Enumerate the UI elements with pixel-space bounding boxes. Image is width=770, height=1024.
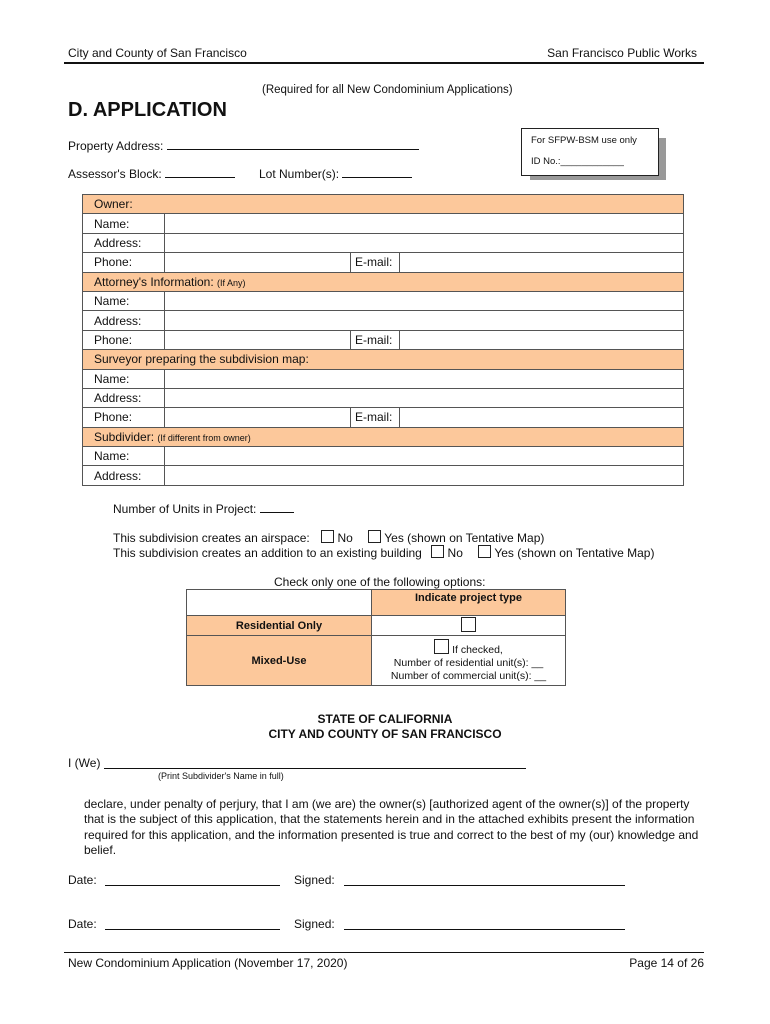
date-line-2[interactable] xyxy=(105,929,280,930)
addition-yes-checkbox[interactable] xyxy=(478,545,491,558)
project-type-header: Indicate project type xyxy=(372,590,566,616)
options-title: Check only one of the following options: xyxy=(274,575,486,589)
airspace-yes-label: Yes (shown on Tentative Map) xyxy=(384,531,545,545)
header-left: City and County of San Francisco xyxy=(68,46,247,60)
airspace-no-checkbox[interactable] xyxy=(321,530,334,543)
header-rule xyxy=(64,62,704,64)
date-line-1[interactable] xyxy=(105,885,280,886)
signature-line-1[interactable] xyxy=(344,885,625,886)
contact-info-table xyxy=(82,194,684,486)
footer-left: New Condominium Application (November 17, 2020) xyxy=(68,956,348,970)
print-name-caption: (Print Subdivider's Name in full) xyxy=(158,771,284,781)
blank-cell xyxy=(187,590,372,616)
attorney-section-header: Attorney's Information: (If Any) xyxy=(83,272,684,291)
surveyor-phone-input[interactable] xyxy=(165,408,351,427)
units-label: Number of Units in Project: xyxy=(113,502,257,516)
footer-rule xyxy=(64,952,704,953)
mixed-use-checkbox[interactable] xyxy=(434,639,449,654)
surveyor-address-label: Address: xyxy=(83,388,165,407)
owner-name-label: Name: xyxy=(83,214,165,233)
attorney-name-label: Name: xyxy=(83,291,165,310)
commercial-units-field[interactable]: Number of commercial unit(s): __ xyxy=(390,669,547,682)
subdivider-name-label: Name: xyxy=(83,447,165,466)
subdivider-address-label: Address: xyxy=(83,466,165,485)
attorney-address-label: Address: xyxy=(83,311,165,330)
signed-label-1: Signed: xyxy=(294,873,335,887)
subtitle: (Required for all New Condominium Applications) xyxy=(262,84,513,96)
surveyor-name-input[interactable] xyxy=(165,369,684,388)
airspace-no-label: No xyxy=(337,531,353,545)
page-number: Page 14 of 26 xyxy=(629,956,704,970)
mixed-use-label: Mixed-Use xyxy=(187,636,372,686)
surveyor-phone-label: Phone: xyxy=(83,408,165,427)
addition-no-checkbox[interactable] xyxy=(431,545,444,558)
owner-email-input[interactable] xyxy=(400,253,684,272)
addition-yes-label: Yes (shown on Tentative Map) xyxy=(494,546,655,560)
airspace-yes-checkbox[interactable] xyxy=(368,530,381,543)
header-right: San Francisco Public Works xyxy=(547,46,697,60)
subdivider-section-header: Subdivider: (If different from owner) xyxy=(83,427,684,446)
residential-units-field[interactable]: Number of residential unit(s): __ xyxy=(393,656,544,669)
office-use-label: For SFPW-BSM use only xyxy=(531,135,637,146)
date-label-1: Date: xyxy=(68,873,97,887)
i-we-label: I (We) xyxy=(68,756,101,770)
attorney-name-input[interactable] xyxy=(165,291,684,310)
subdivider-address-input[interactable] xyxy=(165,466,684,485)
attorney-phone-input[interactable] xyxy=(165,330,351,349)
owner-email-label: E-mail: xyxy=(351,253,400,272)
units-field[interactable] xyxy=(113,501,294,516)
subdivider-name-input[interactable] xyxy=(165,447,684,466)
page-title: D. APPLICATION xyxy=(68,99,227,121)
owner-address-label: Address: xyxy=(83,233,165,252)
airspace-label: This subdivision creates an airspace: xyxy=(113,531,310,545)
owner-name-input[interactable] xyxy=(165,214,684,233)
airspace-row xyxy=(113,530,544,545)
lot-numbers-label: Lot Number(s): xyxy=(259,167,340,181)
project-type-table xyxy=(186,589,566,686)
attorney-email-input[interactable] xyxy=(400,330,684,349)
attorney-phone-label: Phone: xyxy=(83,330,165,349)
office-use-box xyxy=(521,128,659,176)
jurisdiction-heading: STATE OF CALIFORNIA CITY AND COUNTY OF SAN FRANCISCO xyxy=(268,712,502,741)
residential-only-checkbox[interactable] xyxy=(461,617,476,632)
if-checked-text: If checked, xyxy=(452,643,503,656)
surveyor-section-header: Surveyor preparing the subdivision map: xyxy=(83,350,684,369)
surveyor-name-label: Name: xyxy=(83,369,165,388)
declaration-text: declare, under penalty of perjury, that I am (we are) the owner(s) [authorized agent of the owner(s)] of the property that is the subject of this application, that the statements herein and in the attached exhibits present the information required for this application, and the information presented is true and correct to the best of my (our) knowledge and belief. xyxy=(84,797,699,857)
surveyor-email-input[interactable] xyxy=(400,408,684,427)
signature-line-2[interactable] xyxy=(344,929,625,930)
surveyor-address-input[interactable] xyxy=(165,388,684,407)
assessors-block-label: Assessor's Block: xyxy=(68,167,162,181)
attorney-email-label: E-mail: xyxy=(351,330,400,349)
owner-phone-input[interactable] xyxy=(165,253,351,272)
residential-only-label: Residential Only xyxy=(187,616,372,636)
lot-numbers-field[interactable] xyxy=(259,166,412,181)
owner-phone-label: Phone: xyxy=(83,253,165,272)
property-address-field[interactable] xyxy=(68,138,419,153)
property-address-label: Property Address: xyxy=(68,139,164,153)
subdivider-name-line[interactable] xyxy=(104,768,526,769)
surveyor-email-label: E-mail: xyxy=(351,408,400,427)
assessors-block-field[interactable] xyxy=(68,166,235,181)
addition-no-label: No xyxy=(447,546,463,560)
owner-section-header: Owner: xyxy=(83,195,684,214)
signed-label-2: Signed: xyxy=(294,917,335,931)
addition-label: This subdivision creates an addition to an existing building xyxy=(113,546,422,560)
addition-row xyxy=(113,545,654,560)
owner-address-input[interactable] xyxy=(165,233,684,252)
date-label-2: Date: xyxy=(68,917,97,931)
id-number-field[interactable]: ID No.:____________ xyxy=(531,156,624,167)
attorney-address-input[interactable] xyxy=(165,311,684,330)
